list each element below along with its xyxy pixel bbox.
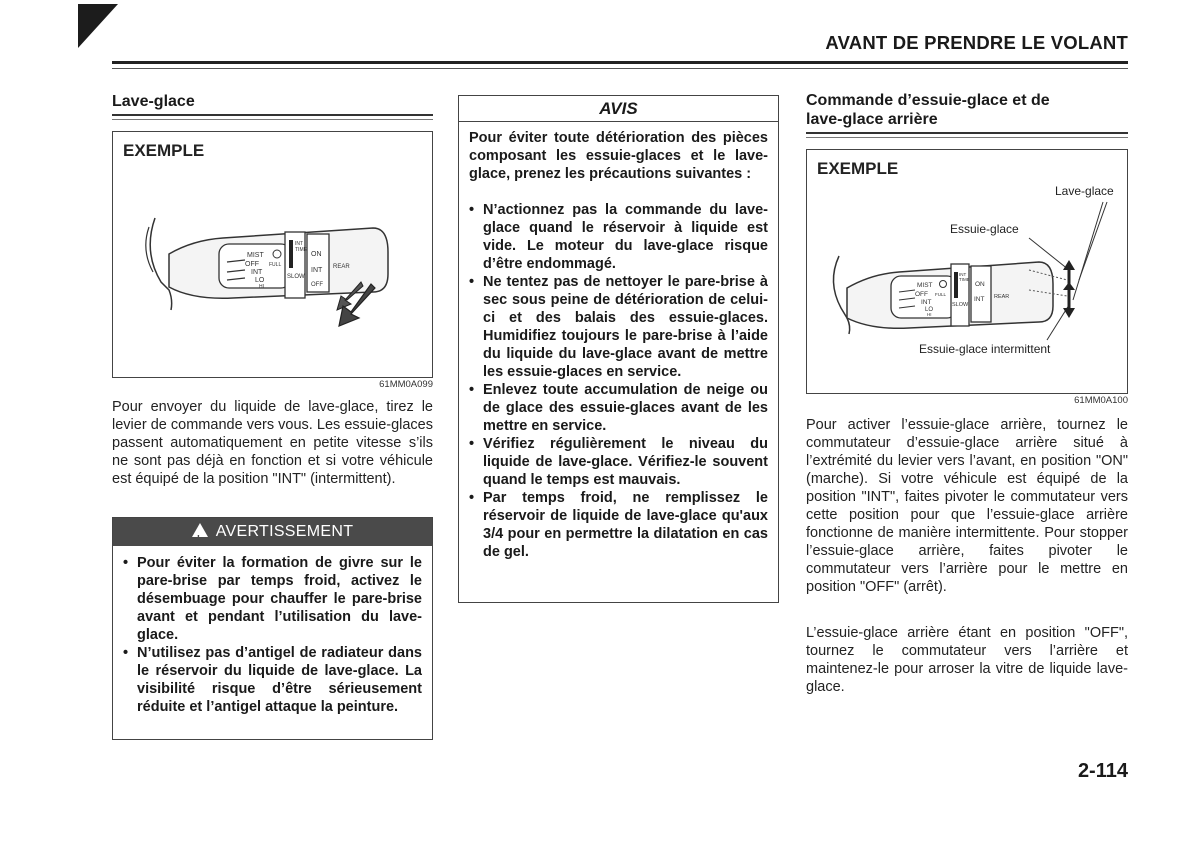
chapter-title: AVANT DE PRENDRE LE VOLANT: [825, 32, 1128, 53]
svg-text:ON: ON: [975, 281, 985, 288]
figure-caption: 61MM0A100: [1074, 395, 1128, 406]
notice-list: [469, 201, 768, 561]
section-title-washer: Lave-glace: [112, 93, 195, 110]
notice-item: • N’actionnez pas la commande du lave-glace quand le réservoir à liquide est vide. Le moteur du lave-glace risque d’être endommagé.: [469, 201, 768, 273]
warning-header: [113, 518, 432, 546]
lever-label-rear: REAR: [333, 264, 350, 270]
lever-label-lo: LO: [255, 277, 265, 284]
warning-box: [112, 517, 433, 740]
lever-label-int-rear: INT: [311, 267, 323, 274]
notice-item: • Par temps froid, ne remplissez le réservoir de liquide de lave-glace qu'aux 3/4 pour en permettre la dilatation en cas de gel.: [469, 489, 768, 561]
figure-caption: 61MM0A099: [379, 379, 433, 390]
notice-item: • Enlevez toute accumulation de neige ou de glace des essuie-glaces avant de les mettre en service.: [469, 381, 768, 435]
page-number: 2-114: [1077, 760, 1128, 782]
header-rule: [112, 61, 1128, 64]
svg-text:INT: INT: [974, 296, 985, 303]
svg-text:FULL: FULL: [935, 292, 947, 297]
section-rule: [112, 114, 433, 116]
lever-label-slow: SLOW: [287, 274, 305, 280]
svg-text:OFF: OFF: [915, 291, 928, 298]
warning-list: [123, 554, 422, 716]
svg-text:TIME: TIME: [295, 247, 307, 253]
svg-text:INT: INT: [921, 299, 932, 306]
rear-wiper-lever-illustration: [807, 150, 1126, 392]
svg-text:REAR: REAR: [994, 294, 1010, 300]
lever-label-off-rear: OFF: [311, 282, 323, 288]
lever-label-off: OFF: [245, 261, 259, 268]
lever-label-hi: HI: [259, 284, 264, 290]
section-rule: [806, 132, 1128, 134]
figure-label: EXEMPLE: [817, 159, 899, 178]
notice-intro: Pour éviter toute détérioration des pièces composant les essuie-glaces et le lave-glace, prenez les précautions suivantes :: [469, 130, 768, 182]
callout-intermittent: Essuie-glace intermittent: [919, 342, 1051, 356]
washer-paragraph: Pour envoyer du liquide de lave-glace, tirez le levier de commande vers vous. Les essuie-glaces passent automatiquement en petite vitesse s’ils ne sont pas déjà en fonction et si votre véhicule est équipé de la position "INT" (intermittent).: [112, 399, 433, 487]
section-title-rear-wiper: Commande d’essuie-glace et de lave-glace arrière: [806, 92, 1050, 128]
callout-wiper: Essuie-glace: [950, 222, 1019, 236]
notice-title: AVIS: [459, 96, 778, 122]
washer-lever-illustration: [113, 132, 431, 376]
lever-label-mist: MIST: [247, 252, 264, 259]
section-rule-thin: [112, 119, 433, 120]
svg-text:TIME: TIME: [959, 277, 970, 282]
rear-wiper-paragraph-1: Pour activer l’essuie-glace arrière, tournez le commutateur d’essuie-glace arrière situé à l’extrémité du levier vers l’avant, en position "ON" (marche). Si votre véhicule est équipé de la position "INT", faites pivoter le commutateur vers cette position pour que l’essuie-glace arrière fonctionne de manière intermittente. Pour stopper l’essuie-glace arrière, faites pivoter le commutateur vers l’arrière pour le mettre en position "OFF" (arrêt).: [806, 417, 1128, 595]
notice-box: [458, 95, 779, 603]
section-rule-thin: [806, 137, 1128, 138]
warning-item: • N’utilisez pas d’antigel de radiateur dans le réservoir du liquide de lave-glace. La visibilité risque d’être sérieusement réduite et l’antigel attaque la peinture.: [123, 644, 422, 716]
lever-label-int-time: INT: [295, 241, 304, 247]
svg-text:LO: LO: [925, 307, 934, 313]
header-rule-thin: [112, 68, 1128, 69]
rear-wiper-paragraph-2: L’essuie-glace arrière étant en position "OFF", tournez le commutateur vers l’arrière et maintenez-le pour arroser la vitre de liquide lave-glace.: [806, 625, 1128, 695]
page-corner-mark: [78, 4, 118, 48]
lever-label-full: FULL: [269, 262, 282, 268]
figure-washer-lever: [112, 131, 433, 378]
svg-text:MIST: MIST: [917, 282, 933, 289]
svg-text:SLOW: SLOW: [952, 302, 969, 308]
notice-item: • Vérifiez régulièrement le niveau du liquide de lave-glace. Vérifiez-le souvent quand le temps est mauvais.: [469, 435, 768, 489]
warning-icon: !: [192, 523, 208, 537]
callout-washer: Lave-glace: [1055, 184, 1114, 198]
svg-text:INT: INT: [959, 272, 967, 277]
warning-title: AVERTISSEMENT: [215, 523, 354, 540]
figure-label: EXEMPLE: [123, 141, 205, 160]
notice-item: • Ne tentez pas de nettoyer le pare-brise à sec sous peine de détérioration de celui-ci et des balais des essuie-glaces. Humidifiez toujours le pare-brise à l’aide du liquide du lave-glace avant de mettre les essuie-glaces en service.: [469, 273, 768, 381]
figure-rear-wiper-lever: [806, 149, 1128, 394]
lever-label-int: INT: [251, 269, 263, 276]
warning-item: • Pour éviter la formation de givre sur le pare-brise par temps froid, activez le désembuage pour chauffer le pare-brise avant et pendant l’utilisation du lave-glace.: [123, 554, 422, 644]
lever-label-on: ON: [311, 251, 322, 258]
svg-text:HI: HI: [927, 312, 932, 317]
